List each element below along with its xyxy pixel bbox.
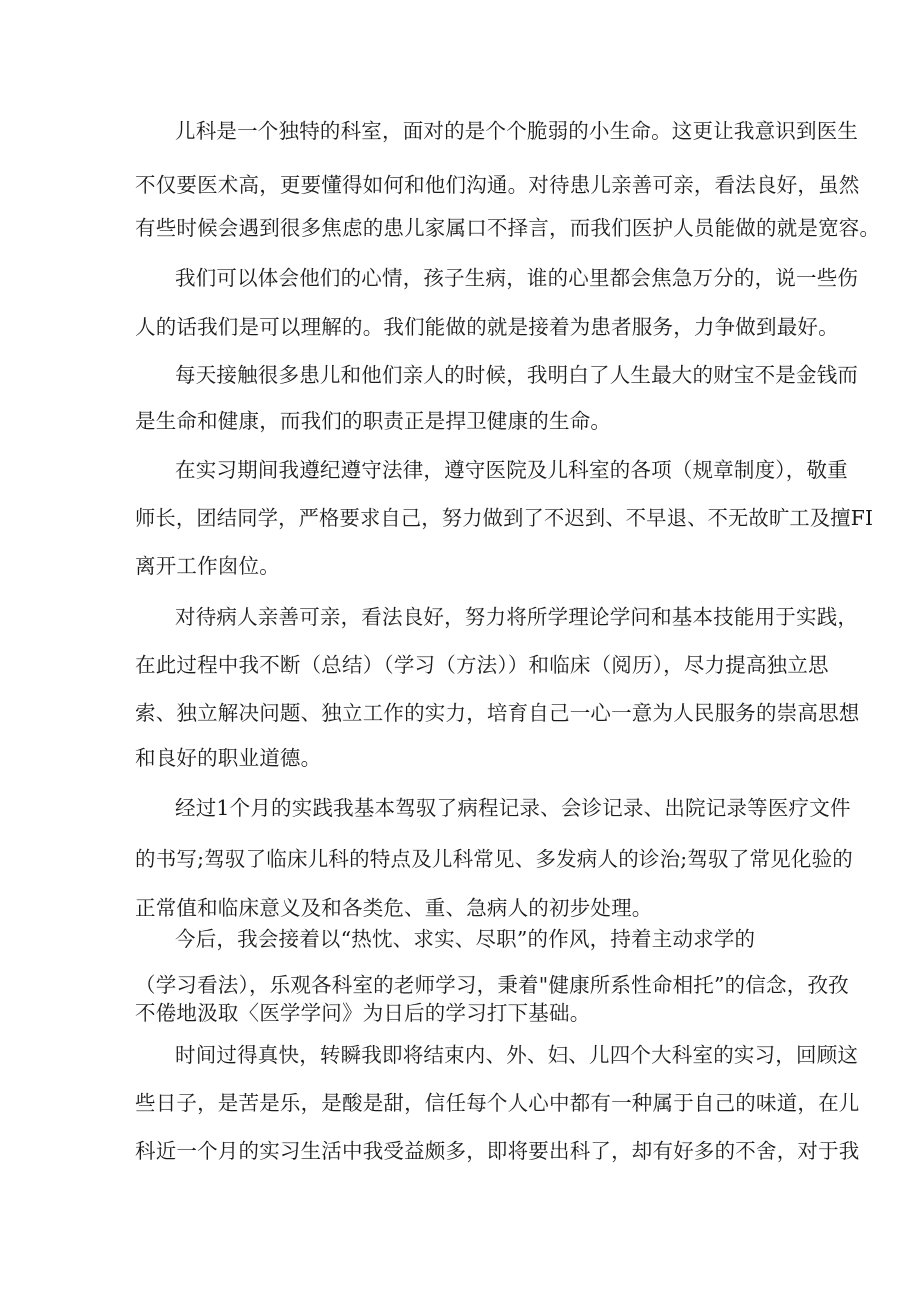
paragraph-4-line-3: 离开工作囱位。 <box>135 554 280 578</box>
paragraph-8-line-1: 时间过得真快，转瞬我即将结束内、外、妇、儿四个大科室的实习，回顾这 <box>175 1043 859 1067</box>
paragraph-7-line-3: 不倦地汲取〈医学学问》为日后的学习打下基础。 <box>135 1001 591 1025</box>
paragraph-1-line-1: 儿科是一个独特的科室，面对的是个个脆弱的小生命。这更让我意识到医生 <box>175 119 859 143</box>
paragraph-2-line-1: 我们可以体会他们的心情，孩子生病，谁的心里都会焦急万分的，说一些伤 <box>175 266 859 290</box>
paragraph-7-line-1: 今后，我会接着以“热忱、求实、尽职”的作风，持着主动求学的 <box>175 927 756 951</box>
paragraph-8-line-2: 些日子，是苦是乐，是酸是甜，信任每个人心中都有一种属于自己的味道，在儿 <box>135 1091 860 1115</box>
paragraph-3-line-1: 每天接触很多患儿和他们亲人的时候，我明白了人生最大的财宝不是金钱而 <box>175 363 859 387</box>
paragraph-6-line-3: 正常值和临床意义及和各类危、重、急病人的初步处理。 <box>135 896 653 920</box>
paragraph-6-line-1: 经过1个月的实践我基本驾驭了病程记录、会诊记录、出院记录等医疗文件 <box>175 796 851 820</box>
paragraph-7-line-2: （学习看法），乐观各科室的老师学习，秉着"健康所系性命相托”的信念，孜孜 <box>135 973 849 997</box>
paragraph-5-line-3: 索、独立解决问题、独立工作的实力，培育自己一心一意为人民服务的崇高思想 <box>135 701 860 725</box>
paragraph-5-line-4: 和良好的职业道德。 <box>135 746 322 770</box>
paragraph-8-line-3: 科近一个月的实习生活中我受益颇多，即将要出科了，却有好多的不舍，对于我 <box>135 1139 860 1163</box>
paragraph-1-line-2: 不仅要医术高，更要懂得如何和他们沟通。对待患儿亲善可亲，看法良好，虽然 <box>135 173 860 197</box>
paragraph-5-line-2: 在此过程中我不断（总结）（学习（方法））和临床（阅历），尽力提高独立思 <box>135 653 829 677</box>
paragraph-5-line-1: 对待病人亲善可亲，看法良好，努力将所学理论学问和基本技能用于实践， <box>175 605 859 629</box>
paragraph-2-line-2: 人的话我们是可以理解的。我们能做的就是接着为患者服务，力争做到最好。 <box>135 315 839 339</box>
paragraph-4-line-2: 师长，团结同学，严格要求自己，努力做到了不迟到、不早退、不无故旷工及擅FI <box>135 506 874 530</box>
paragraph-6-line-2: 的书写;驾驭了临床儿科的特点及儿科常见、多发病人的诊治;驾驭了常见化验的 <box>135 847 854 871</box>
paragraph-3-line-2: 是生命和健康，而我们的职责正是捍卫健康的生命。 <box>135 409 612 433</box>
paragraph-1-line-3: 有些时候会遇到很多焦虑的患儿家属口不择言，而我们医护人员能做的就是宽容。 <box>135 216 881 240</box>
paragraph-4-line-1: 在实习期间我遵纪遵守法律，遵守医院及儿科室的各项（规章制度），敬重 <box>175 458 848 482</box>
